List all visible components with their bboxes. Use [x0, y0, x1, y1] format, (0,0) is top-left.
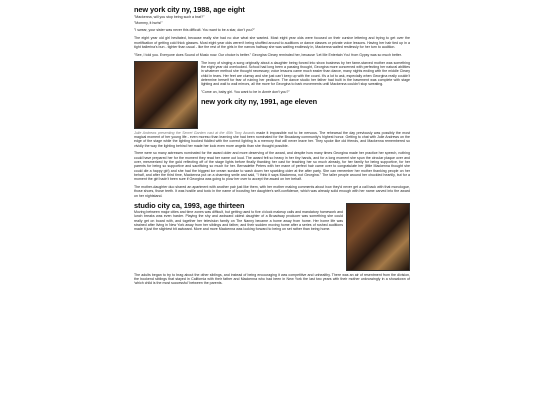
- quote: "Mommy, it hurts!": [134, 21, 163, 26]
- caption-text: Julie Andrews presenting the Secret Garden cast at the 45th Tony Awards: [134, 130, 255, 135]
- section-heading-1991: new york city ny, 1991, age eleven: [201, 96, 318, 106]
- stage-photo: [134, 61, 198, 129]
- quote: "Come on, baby girl. You want to be in Annie don't you?": [201, 90, 290, 95]
- paragraph: "See, I told you. Everyone does Sound of Music now. Our choice is better." Georgina Cleary reminded her, because 'Let Me Entertain You' from Gypsy was so much better.: [134, 52, 402, 57]
- theater-photo: [346, 203, 410, 271]
- quote: "I swear, your sister was never this difficult. You want to be a star, don't you?": [134, 28, 255, 33]
- quote: "Mackenna, will you stop being such a brat?": [134, 14, 205, 19]
- paragraph: The irony of singing a song originally about a daughter being forced into show business by her fame-starved mother was something the eight year old overlooked. School had long been a passing thought, Georgina more concerned with perfecting her natural abilities in whatever method she thought necessary; voice lessons came much easier than dance, many nights ending with the middle Cleary child in tears. Her feet are clumsy and she just can't keep up with the count. It's a lot to ask, especially when Georgina really couldn't determine herself for fear of ruining her pedicure. The dance studio her father had built in the basement was complete with stage lighting and wall to wall mirrors, all the more for Georgina to bark movements until Mackenna couldn't stop sweating.: [201, 60, 410, 87]
- document: [134, 6, 410, 289]
- paragraph: Julie Andrews presenting the Secret Garden cast at the 45th Tony Awards made it impossible not to be nervous. The rehearsal the day previously was possibly the most magical moment of her young life - even moreso than learning she had been nominated for the Broadway community's highest honor. Getting to chat with Julie Andrews on the edge of the stage while the lighting booked fiddled with the correct lighting is a memory that will never leave her. They spoke like old friends, and Mackenna remembered so vividly the way the lighting behind her made her look even more angelic than she thought possible.: [134, 130, 410, 148]
- paragraph: The adults began to try to brag about the other siblings, and instead of being encouraging it was competitive and unhealthy. There was an air of resentment from the division, the bookend siblings that stayed in California with their father and Mackenna who had been in New York the last two years with their mother unknowingly in a showdown of 'which child is the most successful' between the parents.: [134, 272, 410, 286]
- paragraph: Moving between major cities and time zones was difficult, but getting used to five o'clock makeup calls and mandatory homework and lunch breaks was even harder. Playing the shy and awkward oldest daughter of a Broadway producer was something she could really get on board with, and together her television family on The Nanny became a home away from home. Her home life was strained after living in New York away from her siblings and father, and their sudden moving home after a series of rushed auditions made it just the slightest bit awkward. More and more Mackenna was looking forward to being on set rather than being home.: [134, 210, 344, 232]
- section-heading-1988: new york city ny, 1988, age eight: [134, 5, 245, 14]
- paragraph: There were so many actresses nominated for the award older and more deserving of the award, and despite how many times Georgina made her practice her speech, nothing could have prepared her for the moment they read her name out loud. The award felt so heavy in her tiny hands, and for a long moment she spun the circular plaque over and over, mesmerized by the gold reflecting off of the stage lights before finally thanking her cast for teaching her so much already, for her family for being supportive, for her parents for being so supportive and sacrificing so much for her. Bernadette Peters with her mane of perfect hair came over to congratulate her (little Mackenna thought she could die a happy girl) and she had the biggest ice cream sundae to wash down her sparkling cider at the after party. She can remember her mother thanking people on her behalf, and after the third time, Mackenna put on a charming smile and said, "I think it says Mackenna, not Georgina." The taller people around her chuckled heartily, but for a moment the girl hadn't been sure if Georgina was going to plow her over to accept the award on her behalf.: [134, 151, 410, 182]
- paragraph: The eight year old girl hesitated, because really she had no clue what she wanted. Most eight year olds were focused on their cursive lettering and trying to get over the mortification of getting cold thick glasses. Most eight year olds weren't being shuffled around to auditions or dance classes or private voice lessons. Having her hair tied up in a tight ballerina's bun - tighter than usual - like the rest of the girls in the narrow hallway she was waiting endlessly in, Mackenna waited restlessly for her turn to audition.: [134, 36, 410, 49]
- section-heading-1993: studio city ca, 1993, age thirteen: [134, 200, 245, 210]
- paragraph: The mother-daughter duo shared an apartment with another pair just like them, with her mother making comments about how they'd never get a call back with that monologue, those shoes, those teeth. It was hostile and toxic in the name of boosting her daughter's self-confidence, which was already solid enough with her name carved into the award on her nightstand.: [134, 185, 410, 198]
